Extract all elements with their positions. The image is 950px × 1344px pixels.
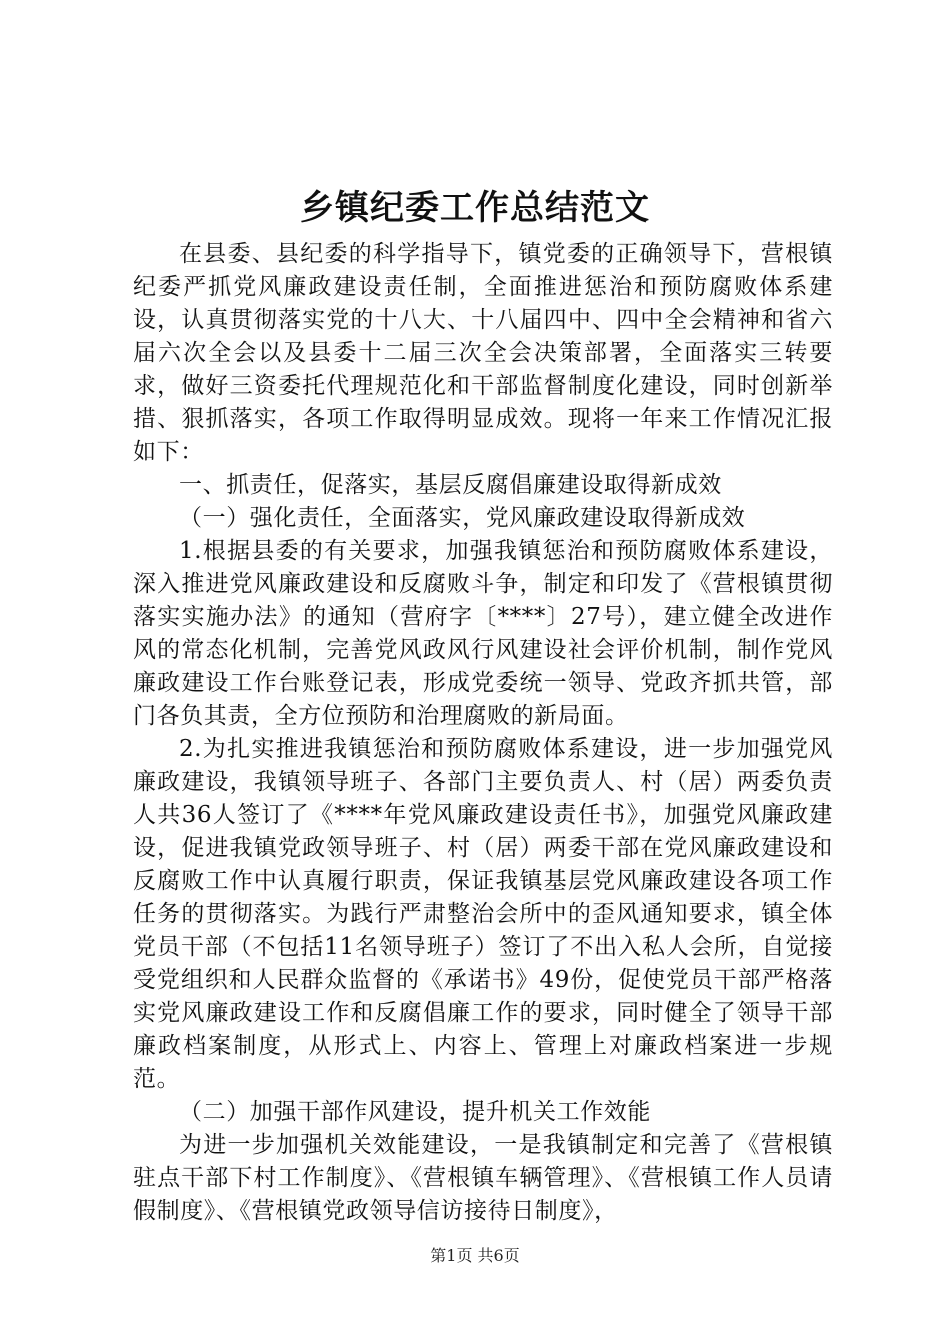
page-footer: 第1页 共6页 [430, 1246, 520, 1265]
subsection-heading-1: （一）强化责任，全面落实，党风廉政建设取得新成效 [179, 505, 746, 531]
body-paragraph-3: 为进一步加强机关效能建设，一是我镇制定和完善了《营根镇驻点干部下村工作制度》、《营根镇车辆管理》、《营根镇工作人员请假制度》、《营根镇党政领导信访接待日制度》， [133, 1132, 833, 1224]
document-body [133, 238, 833, 1228]
document-title: 乡镇纪委工作总结范文 [300, 188, 650, 228]
intro-paragraph: 在县委、县纪委的科学指导下，镇党委的正确领导下，营根镇纪委严抓党风廉政建设责任制，全面推进惩治和预防腐败体系建设，认真贯彻落实党的十八大、十八届四中、四中全会精神和省六届六次全会以及县委十二届三次全会决策部署，全面落实三转要求，做好三资委托代理规范化和干部监督制度化建设，同时创新举措、狠抓落实，各项工作取得明显成效。现将一年来工作情况汇报如下： [133, 241, 833, 465]
body-paragraph-1: 1.根据县委的有关要求，加强我镇惩治和预防腐败体系建设，深入推进党风廉政建设和反腐败斗争，制定和印发了《营根镇贯彻落实实施办法》的通知（营府字〔****〕27号），建立健全改进作风的常态化机制，完善党风政风行风建设社会评价机制，制作党风廉政建设工作台账登记表，形成党委统一领导、党政齐抓共管，部门各负其责，全方位预防和治理腐败的新局面。 [133, 538, 833, 729]
body-paragraph-2: 2.为扎实推进我镇惩治和预防腐败体系建设，进一步加强党风廉政建设，我镇领导班子、各部门主要负责人、村（居）两委负责人共36人签订了《****年党风廉政建设责任书》，加强党风廉政建设，促进我镇党政领导班子、村（居）两委干部在党风廉政建设和反腐败工作中认真履行职责，保证我镇基层党风廉政建设各项工作任务的贯彻落实。为践行严肃整治会所中的歪风通知要求，镇全体党员干部（不包括11名领导班子）签订了不出入私人会所，自觉接受党组织和人民群众监督的《承诺书》49份，促使党员干部严格落实党风廉政建设工作和反腐倡廉工作的要求，同时健全了领导干部廉政档案制度，从形式上、内容上、管理上对廉政档案进一步规范。 [133, 736, 833, 1092]
section-heading-1: 一、抓责任，促落实，基层反腐倡廉建设取得新成效 [179, 472, 722, 498]
subsection-heading-2: （二）加强干部作风建设，提升机关工作效能 [179, 1099, 651, 1125]
